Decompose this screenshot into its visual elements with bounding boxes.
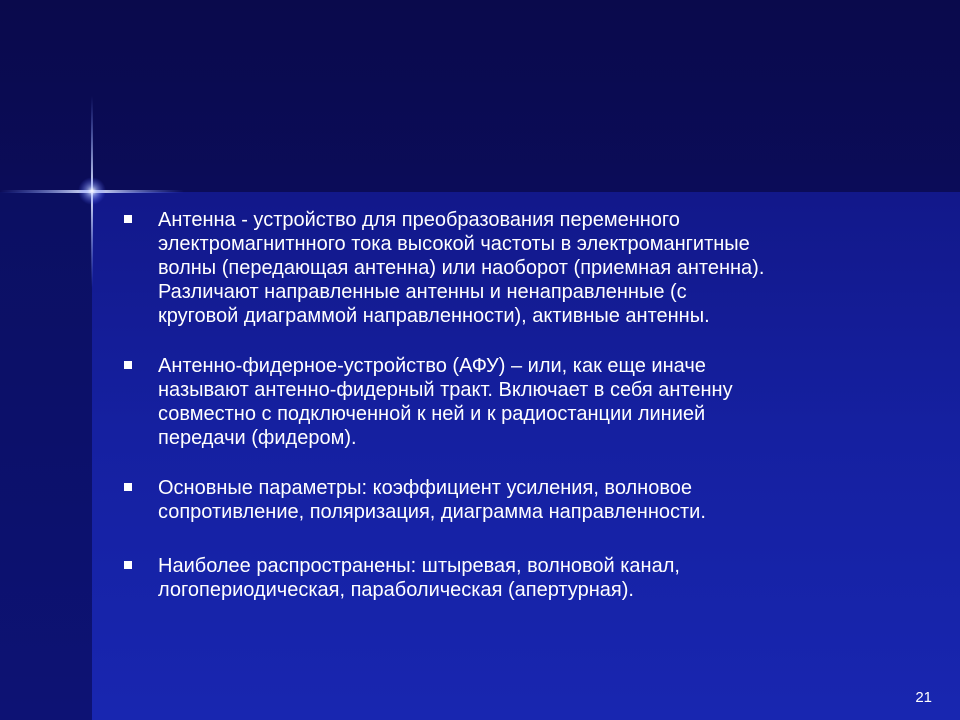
bullet-list [120,208,900,602]
bullet-item-afu [120,354,900,450]
left-decor-band [0,192,92,720]
bullet-text: Наиболее распространены: штыревая, волновой канал, логопериодическая, параболическая (апертурная). [158,555,680,601]
bullet-item-antenna [120,208,900,328]
square-bullet-icon [124,215,132,223]
square-bullet-icon [124,561,132,569]
square-bullet-icon [124,483,132,491]
bullet-text: Антенно-фидерное-устройство (АФУ) – или, как еще иначе называют антенно-фидерный тракт. Включает в себя антенну совместно с подключенной к ней и к радиостанции линией передачи (фидером). [158,355,733,449]
bullet-text: Основные параметры: коэффициент усиления, волновое сопротивление, поляризация, диаграмма направленности. [158,477,706,523]
bullet-item-parameters [120,476,900,524]
bullet-item-common-types [120,554,900,602]
page-number: 21 [915,689,932,706]
bullet-text: Антенна - устройство для преобразования переменного электромагнитнного тока высокой частоты в электромангитные волны (передающая антенна) или наоборот (приемная антенна). Различают направленные антенны и ненаправленные (с круговой диаграммой направленности), активные антенны. [158,209,765,327]
square-bullet-icon [124,361,132,369]
